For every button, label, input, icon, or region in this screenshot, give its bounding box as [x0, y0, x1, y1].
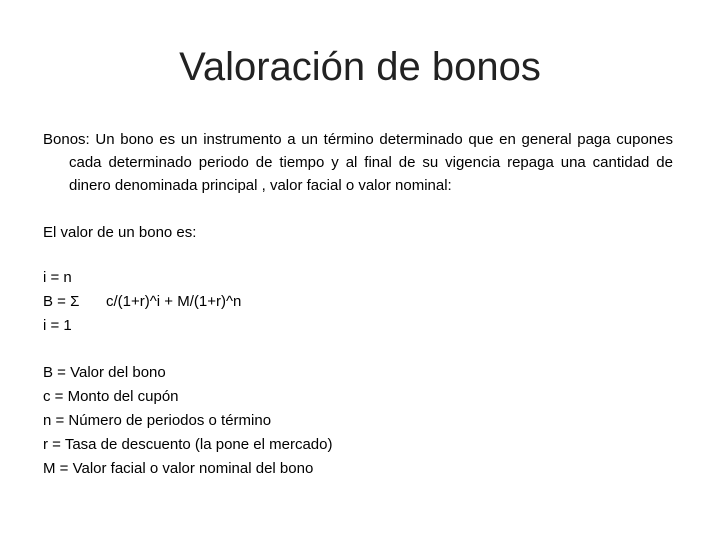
- slide-body: [43, 128, 673, 481]
- definition-item: r = Tasa de descuento (la pone el mercado): [43, 436, 333, 453]
- summation-upper-limit: i = n: [43, 269, 72, 286]
- variable-definitions: [43, 361, 673, 481]
- formula-label: El valor de un bono es:: [43, 224, 197, 241]
- slide-title: Valoración de bonos: [179, 45, 541, 89]
- bond-value-formula: [43, 266, 673, 338]
- definition-item: c = Monto del cupón: [43, 388, 179, 405]
- formula-lhs: B = Σ: [43, 293, 80, 310]
- definition-item: M = Valor facial o valor nominal del bono: [43, 460, 314, 477]
- definition-item: n = Número de periodos o término: [43, 412, 272, 429]
- formula-expression: c/(1+r)^i + M/(1+r)^n: [106, 293, 242, 310]
- definition-item: B = Valor del bono: [43, 364, 166, 381]
- intro-paragraph: Bonos: Un bono es un instrumento a un término determinado que en general paga cupones cada determinado periodo de tiempo y al final de su vigencia repaga una cantidad de dinero denominada principal , valor facial o valor nominal:: [43, 131, 673, 194]
- summation-lower-limit: i = 1: [43, 317, 72, 334]
